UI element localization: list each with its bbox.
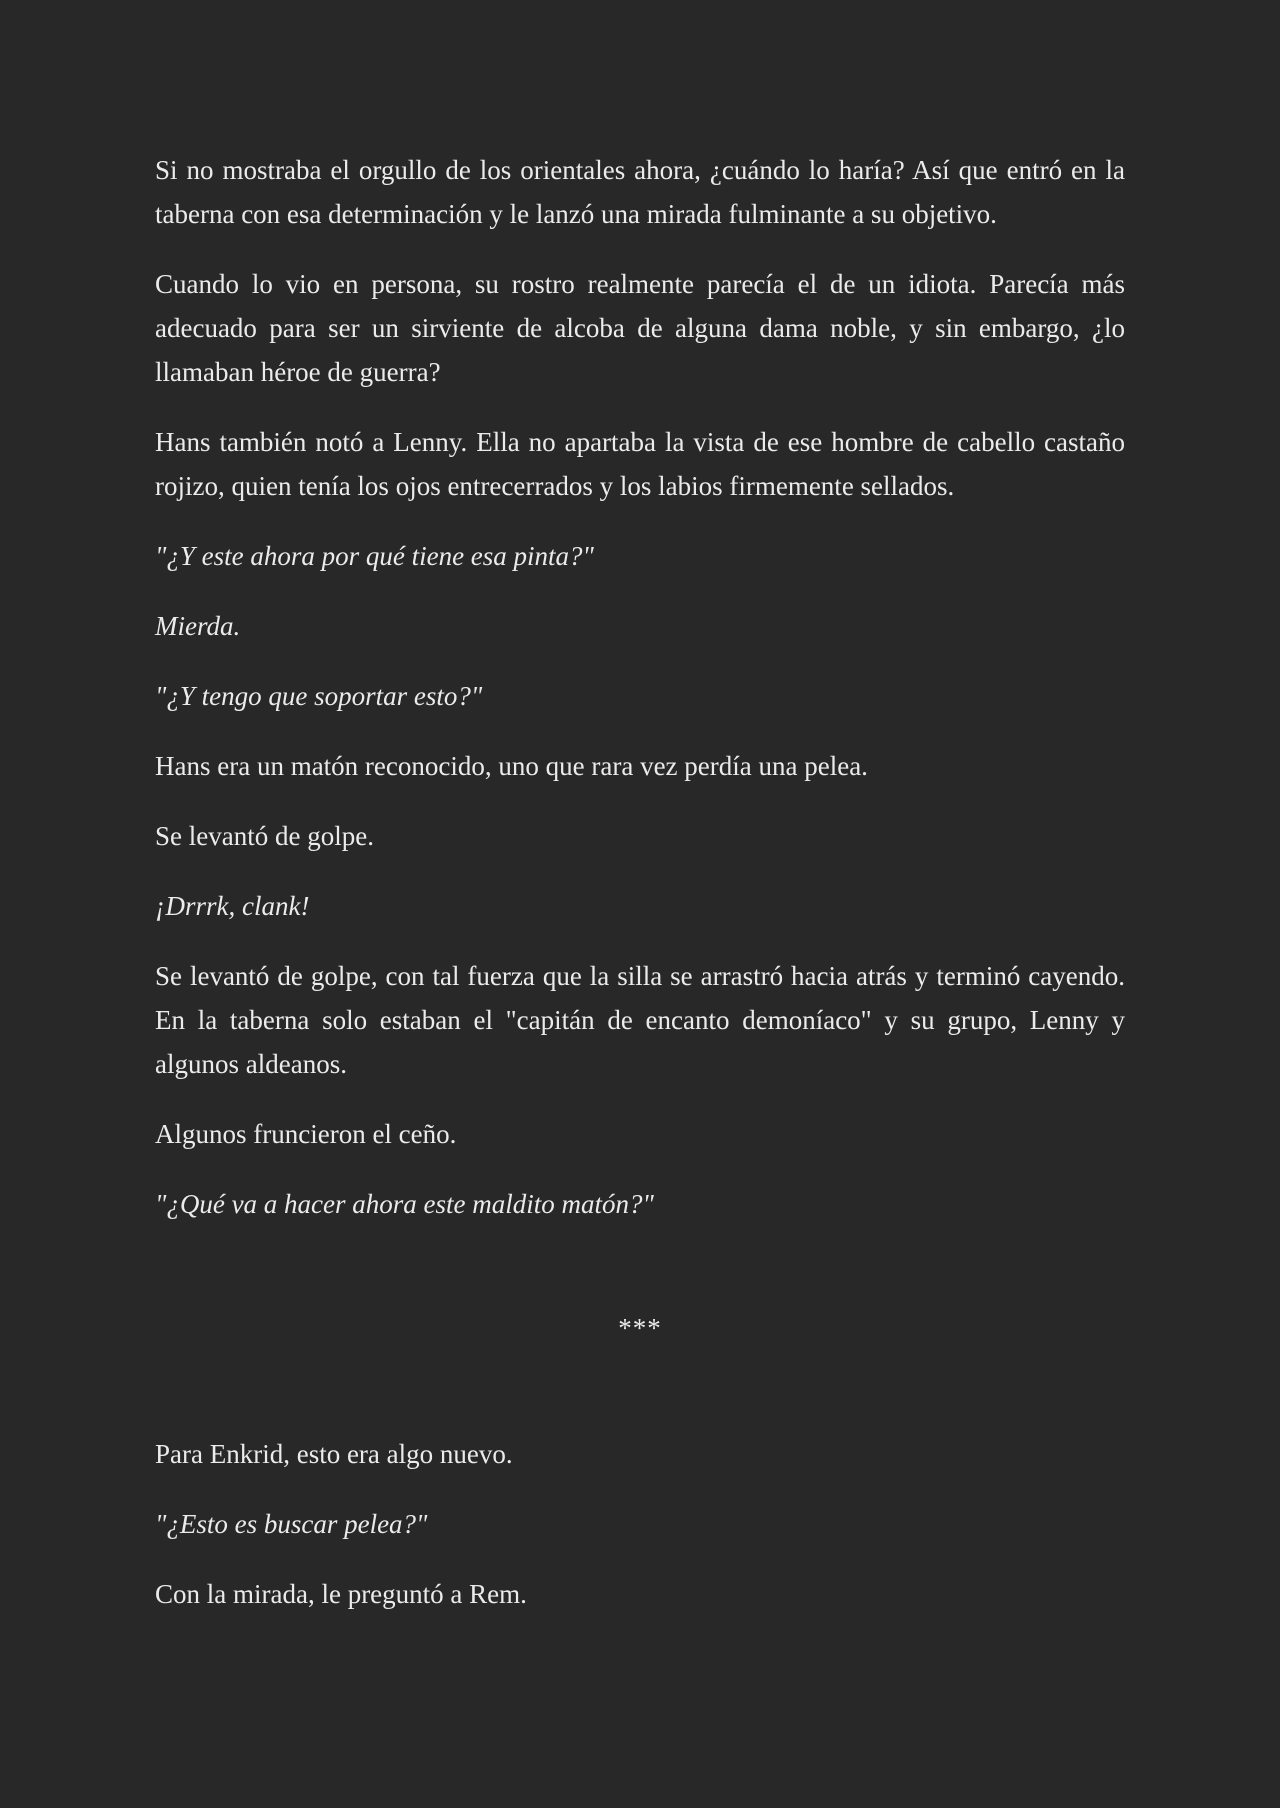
italic-paragraph: "¿Esto es buscar pelea?" [155,1509,428,1539]
chapter-text [155,148,1125,1642]
paragraph: Cuando lo vio en persona, su rostro realmente parecía el de un idiota. Parecía más adecuado para ser un sirviente de alcoba de alguna dama noble, y sin embargo, ¿lo llamaban héroe de guerra? [155,269,1125,387]
paragraph: Si no mostraba el orgullo de los orientales ahora, ¿cuándo lo haría? Así que entró en la taberna con esa determinación y le lanzó una mirada fulminante a su objetivo. [155,155,1125,229]
italic-paragraph: "¿Y tengo que soportar esto?" [155,681,483,711]
paragraph: Hans era un matón reconocido, uno que rara vez perdía una pelea. [155,751,868,781]
paragraph: Hans también notó a Lenny. Ella no apartaba la vista de ese hombre de cabello castaño rojizo, quien tenía los ojos entrecerrados y los labios firmemente sellados. [155,427,1125,501]
paragraph: Se levantó de golpe, con tal fuerza que la silla se arrastró hacia atrás y terminó cayendo. En la taberna solo estaban el "capitán de encanto demoníaco" y su grupo, Lenny y algunos aldeanos. [155,961,1125,1079]
paragraph: Se levantó de golpe. [155,821,374,851]
italic-paragraph: Mierda. [155,611,241,641]
italic-paragraph: ¡Drrrk, clank! [155,891,310,921]
italic-paragraph: "¿Qué va a hacer ahora este maldito matón?" [155,1189,654,1219]
paragraph: Con la mirada, le preguntó a Rem. [155,1579,527,1609]
italic-paragraph: "¿Y este ahora por qué tiene esa pinta?" [155,541,594,571]
paragraph: Algunos fruncieron el ceño. [155,1119,457,1149]
scene-separator: *** [618,1313,662,1343]
paragraph: Para Enkrid, esto era algo nuevo. [155,1439,513,1469]
